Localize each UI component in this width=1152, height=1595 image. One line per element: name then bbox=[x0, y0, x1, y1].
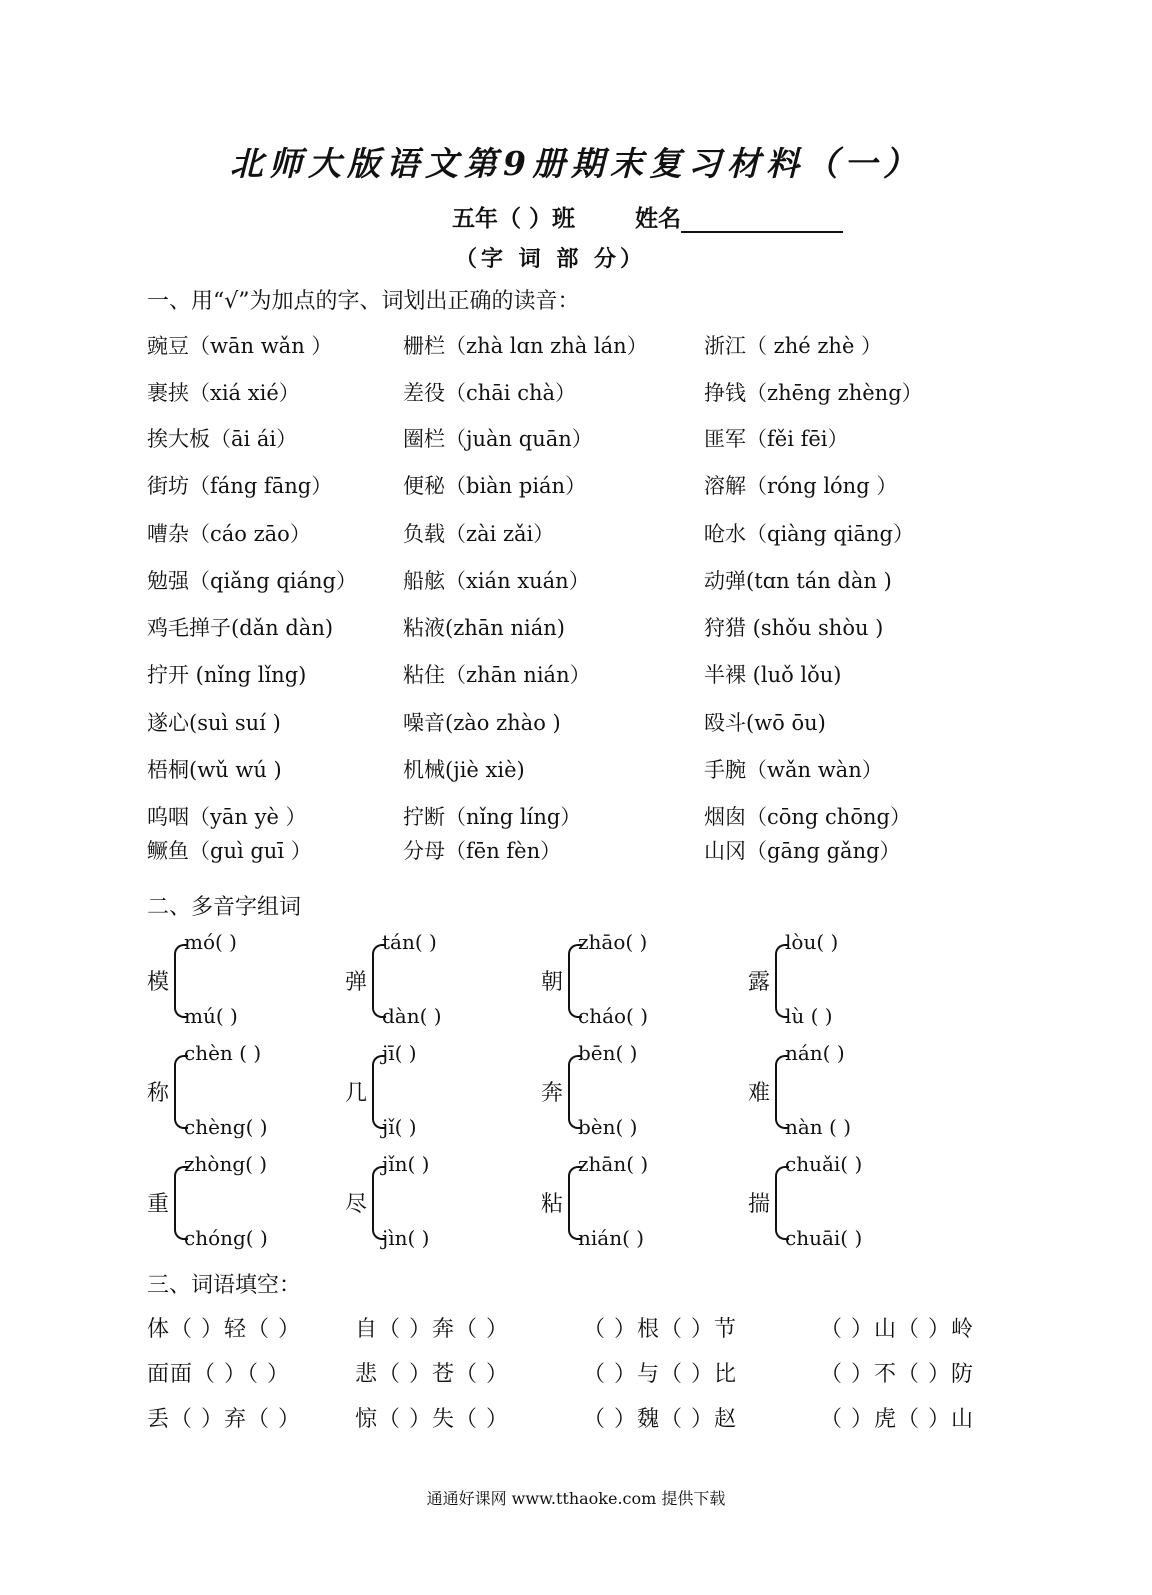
reading-item: 勉强（qiǎng qiáng） bbox=[147, 569, 357, 593]
reading-item: 鸡毛掸子(dǎn dàn) bbox=[147, 616, 334, 640]
reading-blank: chuǎi( ) bbox=[785, 1152, 863, 1176]
reading-item: 浙江（ zhé zhè ） bbox=[704, 334, 883, 358]
reading-blank: nàn ( ) bbox=[785, 1115, 852, 1139]
reading-item: 裹挟（xiá xié） bbox=[147, 381, 300, 405]
reading-item: 山冈（gāng gǎng） bbox=[704, 839, 901, 863]
reading-item: 呛水（qiàng qiāng） bbox=[704, 522, 914, 546]
idiom-blank: 丢（ ）弃（ ） bbox=[147, 1407, 301, 1432]
reading-item: 狩猎 (shǒu shòu ) bbox=[704, 616, 884, 640]
reading-item: 粘液(zhān nián) bbox=[403, 616, 565, 640]
polyphone-char: 称 bbox=[147, 1081, 170, 1106]
reading-blank: jìn( ) bbox=[382, 1226, 430, 1250]
idiom-blank: 自（ ）奔（ ） bbox=[355, 1317, 509, 1342]
reading-blank: chèn ( ) bbox=[184, 1041, 262, 1065]
reading-blank: jǐn( ) bbox=[382, 1152, 430, 1176]
reading-blank: jī( ) bbox=[382, 1041, 417, 1065]
reading-blank: cháo( ) bbox=[578, 1004, 649, 1028]
reading-item: 栅栏（zhà lɑn zhà lán） bbox=[403, 334, 648, 358]
reading-blank: lù ( ) bbox=[785, 1004, 833, 1028]
polyphone-char: 模 bbox=[147, 970, 170, 995]
reading-blank: zhān( ) bbox=[578, 1152, 649, 1176]
page-title: 北师大版语文第9册期末复习材料（一） bbox=[230, 144, 922, 183]
reading-blank: mú( ) bbox=[184, 1004, 238, 1028]
reading-item: 圈栏（juàn quān） bbox=[403, 427, 593, 451]
idiom-blank: （ ）魏（ ）赵 bbox=[583, 1407, 737, 1432]
reading-blank: lòu( ) bbox=[785, 930, 839, 954]
idiom-blank: 惊（ ）失（ ） bbox=[355, 1407, 509, 1432]
reading-item: 拧开 (nǐng lǐng) bbox=[147, 663, 307, 687]
reading-item: 动弹(tɑn tán dàn ) bbox=[704, 569, 892, 593]
polyphone-char: 几 bbox=[345, 1081, 368, 1106]
reading-item: 负载（zài zǎi） bbox=[403, 522, 555, 546]
reading-item: 船舷（xián xuán） bbox=[403, 569, 590, 593]
reading-item: 粘住（zhān nián） bbox=[403, 663, 591, 687]
class-name-line bbox=[452, 200, 843, 233]
reading-blank: chèng( ) bbox=[184, 1115, 268, 1139]
polyphone-char: 难 bbox=[748, 1081, 771, 1106]
reading-item: 殴斗(wō ōu) bbox=[704, 711, 826, 735]
polyphone-char: 粘 bbox=[541, 1192, 564, 1217]
subtitle: （字 词 部 分） bbox=[455, 246, 646, 272]
reading-item: 鳜鱼（guì guī ） bbox=[147, 839, 312, 863]
reading-item: 遂心(suì suí ) bbox=[147, 711, 281, 735]
reading-item: 噪音(zào zhào ) bbox=[403, 711, 561, 735]
footer: 通通好课网 www.tthaoke.com 提供下载 bbox=[426, 1489, 726, 1508]
reading-item: 机械(jiè xiè) bbox=[403, 758, 525, 782]
reading-item: 挨大板（āi ái） bbox=[147, 427, 298, 451]
name-label: 姓名 bbox=[635, 205, 682, 232]
reading-item: 嘈杂（cáo zāo） bbox=[147, 522, 311, 546]
reading-item: 便秘（biàn pián） bbox=[403, 474, 587, 498]
polyphone-char: 揣 bbox=[748, 1192, 771, 1217]
idiom-blank: 体（ ）轻（ ） bbox=[147, 1317, 301, 1342]
idiom-blank: 面面（ ）（ ） bbox=[147, 1362, 290, 1387]
reading-blank: nán( ) bbox=[785, 1041, 845, 1065]
reading-item: 梧桐(wǔ wú ) bbox=[147, 758, 282, 782]
reading-item: 半裸 (luǒ lǒu) bbox=[704, 663, 842, 687]
idiom-blank: （ ）山（ ）岭 bbox=[820, 1317, 974, 1342]
section2-heading: 二、多音字组词 bbox=[147, 895, 302, 920]
reading-item: 差役（chāi chà） bbox=[403, 381, 577, 405]
reading-blank: dàn( ) bbox=[382, 1004, 442, 1028]
reading-item: 分母（fēn fèn） bbox=[403, 839, 562, 863]
reading-blank: tán( ) bbox=[382, 930, 437, 954]
reading-item: 匪军（fěi fēi） bbox=[704, 427, 849, 451]
reading-blank: nián( ) bbox=[578, 1226, 645, 1250]
reading-item: 街坊（fáng fāng） bbox=[147, 474, 333, 498]
reading-blank: jǐ( ) bbox=[382, 1115, 417, 1139]
reading-blank: mó( ) bbox=[184, 930, 237, 954]
reading-item: 溶解（róng lóng ） bbox=[704, 474, 898, 498]
reading-item: 呜咽（yān yè ） bbox=[147, 805, 307, 829]
reading-blank: bēn( ) bbox=[578, 1041, 638, 1065]
reading-item: 烟囱（cōng chōng） bbox=[704, 805, 911, 829]
reading-item: 手腕（wǎn wàn） bbox=[704, 758, 883, 782]
reading-blank: chuāi( ) bbox=[785, 1226, 863, 1250]
idiom-blank: （ ）虎（ ）山 bbox=[820, 1407, 974, 1432]
class-label: 五年（ ）班 bbox=[452, 205, 576, 232]
polyphone-char: 露 bbox=[748, 970, 771, 995]
reading-blank: bèn( ) bbox=[578, 1115, 638, 1139]
polyphone-char: 朝 bbox=[541, 970, 564, 995]
idiom-blank: 悲（ ）苍（ ） bbox=[355, 1362, 509, 1387]
reading-item: 挣钱（zhēng zhèng） bbox=[704, 381, 923, 405]
section3-heading: 三、词语填空： bbox=[147, 1273, 302, 1298]
reading-item: 豌豆（wān wǎn ） bbox=[147, 334, 333, 358]
idiom-blank: （ ）与（ ）比 bbox=[583, 1362, 737, 1387]
idiom-blank: （ ）根（ ）节 bbox=[583, 1317, 737, 1342]
reading-blank: chóng( ) bbox=[184, 1226, 268, 1250]
polyphone-char: 奔 bbox=[541, 1081, 564, 1106]
reading-item: 拧断（nǐng líng） bbox=[403, 805, 582, 829]
name-blank bbox=[681, 207, 843, 233]
polyphone-char: 弹 bbox=[345, 970, 368, 995]
polyphone-char: 尽 bbox=[345, 1192, 368, 1217]
polyphone-char: 重 bbox=[147, 1192, 170, 1217]
idiom-blank: （ ）不（ ）防 bbox=[820, 1362, 974, 1387]
reading-blank: zhòng( ) bbox=[184, 1152, 268, 1176]
reading-blank: zhāo( ) bbox=[578, 930, 648, 954]
section1-heading: 一、用“√”为加点的字、词划出正确的读音： bbox=[147, 289, 580, 314]
